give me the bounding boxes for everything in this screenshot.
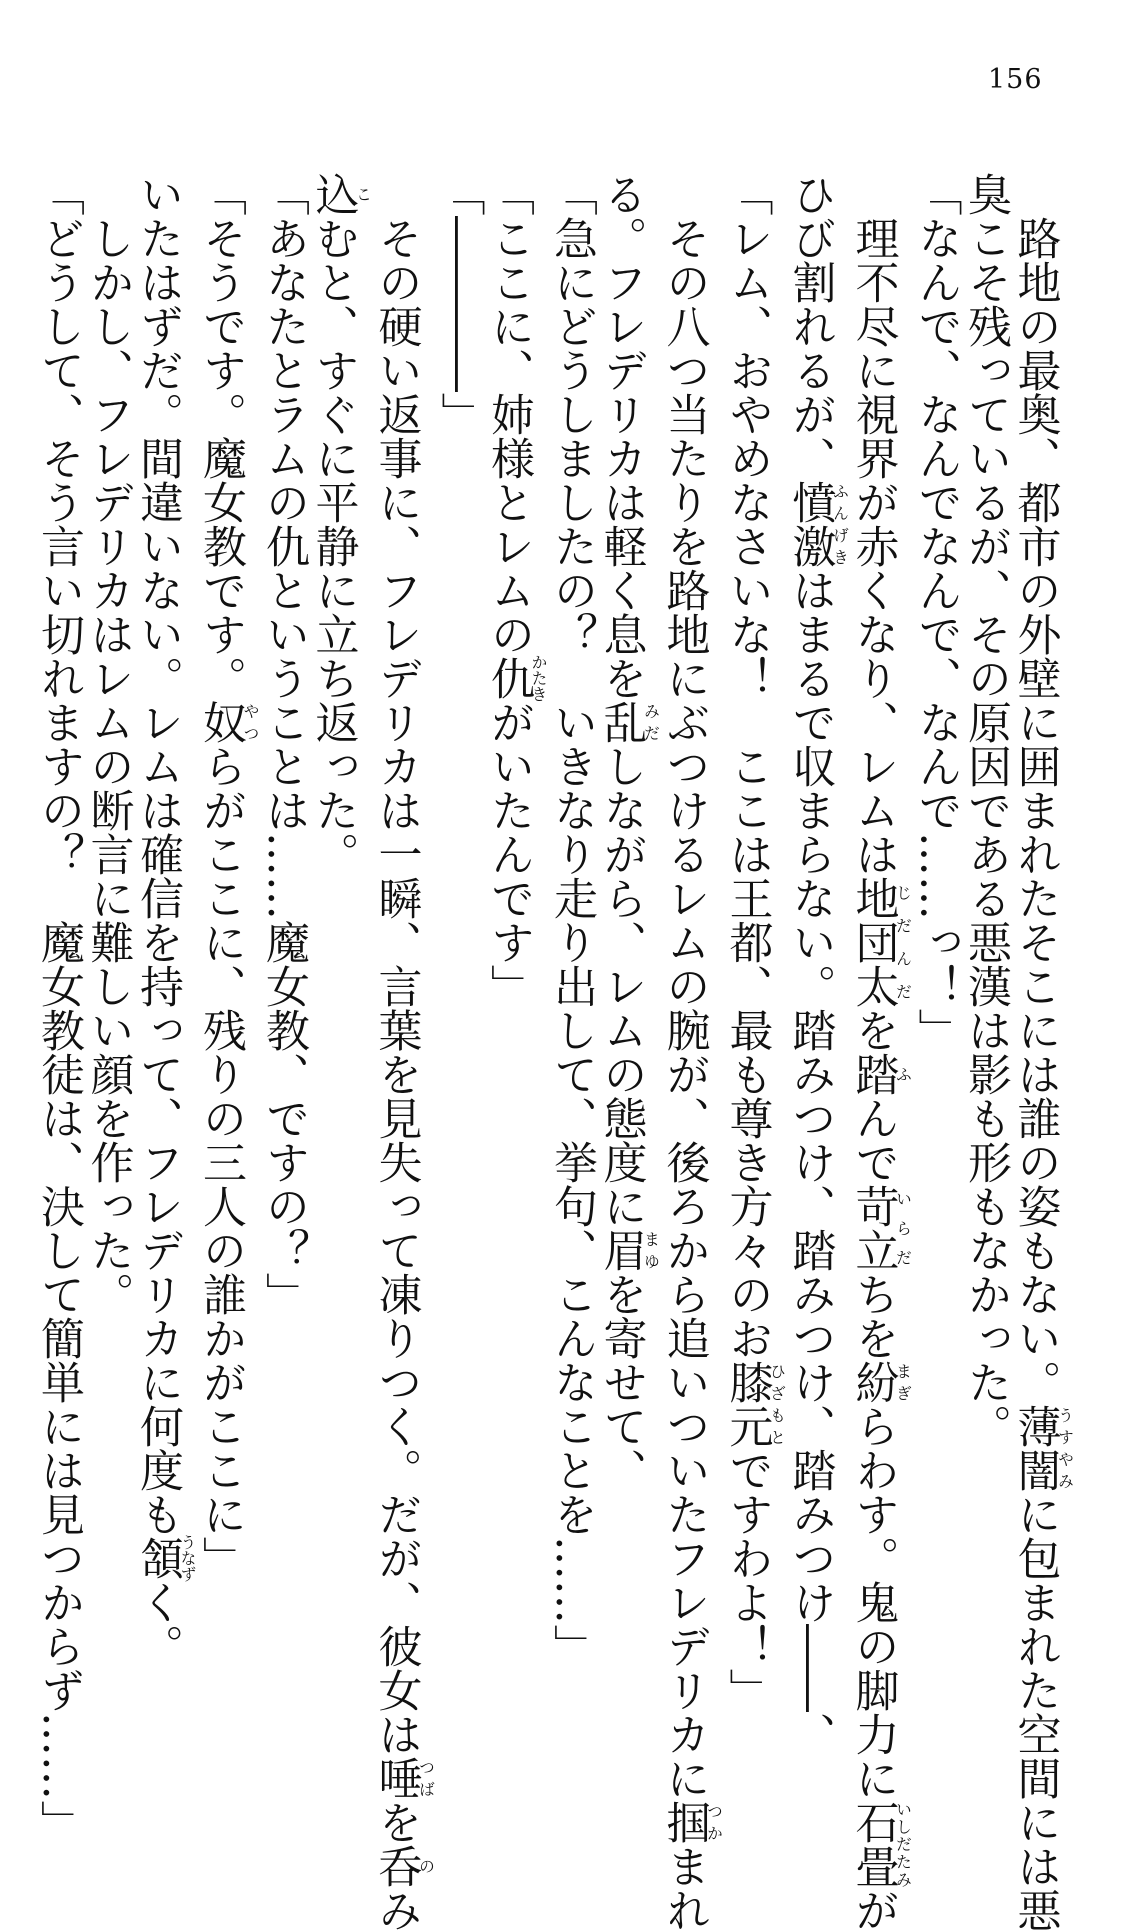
ruby-base: 地団太 — [847, 876, 899, 1008]
ruby-base: 憤激 — [784, 480, 836, 568]
text-run: み — [370, 1888, 422, 1932]
ruby-base: 掴 — [658, 1800, 710, 1844]
furigana: いしだたみ — [893, 1800, 913, 1888]
text-run: ちを — [847, 1272, 899, 1360]
text-run: しながら、レムの態度に — [595, 744, 647, 1228]
furigana: かたき — [529, 654, 548, 702]
text-line — [596, 172, 659, 1702]
text-run: むと、すぐに平静に立ち返った。 — [307, 216, 359, 876]
text-run: しかし、フレデリカはレムの断言に難しい顔を作った。 — [82, 172, 134, 1316]
ruby-annotation — [195, 700, 260, 744]
text-line — [911, 172, 961, 1702]
ruby-annotation — [847, 1052, 913, 1096]
furigana: うすやみ — [1055, 1404, 1075, 1492]
text-line — [484, 172, 547, 1702]
text-run: 「あなたとラムの仇ということは……魔女教、ですの？」 — [258, 172, 309, 1316]
ruby-base: 呑 — [370, 1844, 422, 1888]
ruby-annotation — [847, 876, 913, 1008]
text-line — [196, 172, 259, 1702]
text-line — [961, 172, 1011, 1702]
furigana: つば — [416, 1756, 436, 1800]
text-line — [847, 172, 913, 1932]
page-number: 156 — [988, 64, 1043, 95]
ruby-base: 紛 — [847, 1360, 899, 1404]
ruby-base: 乱 — [595, 700, 647, 744]
ruby-annotation — [847, 1184, 913, 1272]
novel-body-text — [33, 172, 1075, 1932]
text-line — [370, 172, 436, 1932]
ruby-annotation — [370, 1844, 436, 1888]
ruby-annotation — [483, 654, 548, 702]
furigana: ふ — [893, 1052, 913, 1096]
text-run: らがここに、残りの三人の誰かがここに」 — [195, 744, 246, 1580]
text-run: を — [370, 1800, 422, 1844]
text-run: ですわよ！」 — [721, 1448, 773, 1712]
text-run: 「どうして、そう言い切れますの？ 魔女教徒は、決して簡単には見つからず……」 — [33, 172, 84, 1844]
text-run: 路地の最奥、都市の外壁に囲まれたそこには誰の姿もない。 — [1009, 172, 1061, 1404]
furigana: じだんだ — [893, 876, 913, 1008]
ruby-annotation — [658, 1800, 724, 1844]
ruby-base: 踏 — [847, 1052, 899, 1096]
text-run: はまるで収まらない。踏みつけ、踏みつけ、踏みつけ――、 — [784, 568, 836, 1756]
furigana: ひざもと — [767, 1360, 787, 1448]
ruby-annotation — [307, 172, 373, 216]
text-run: る。フレデリカは軽く息を — [595, 172, 647, 700]
text-run: 臭こそ残っているが、その原因である悪漢は影も形もなかった。 — [960, 172, 1011, 1448]
furigana: の — [416, 1844, 436, 1888]
furigana: みだ — [641, 700, 661, 744]
ruby-base: 頷 — [132, 1534, 183, 1582]
text-line — [547, 172, 597, 1702]
furigana: こ — [353, 172, 373, 216]
ruby-base: 眉 — [595, 1228, 647, 1272]
text-line — [33, 172, 84, 1844]
text-run: がいたんです」 — [483, 700, 534, 1008]
text-run: らわす。鬼の脚力に — [847, 1404, 899, 1800]
text-line — [434, 172, 484, 1702]
text-run: を寄せて、 — [595, 1272, 647, 1492]
ruby-base: 唾 — [370, 1756, 422, 1800]
text-line — [658, 172, 724, 1932]
text-run: く。 — [132, 1580, 183, 1668]
text-run: ひび割れるが、 — [784, 172, 836, 480]
ruby-base: 苛立 — [847, 1184, 899, 1272]
text-run: いたはずだ。間違いない。レムは確信を持って、フレデリカに何度も — [132, 172, 183, 1536]
text-run: に包まれた空間には悪 — [1009, 1492, 1061, 1932]
text-run: 「なんで、なんでなんで、なんで……っ！」 — [910, 172, 962, 1052]
text-line — [83, 172, 133, 1702]
ruby-annotation — [847, 1800, 913, 1888]
text-run: その硬い返事に、フレデリカは一瞬、言葉を見失って凍りつく。だが、彼女は — [370, 172, 422, 1756]
ruby-base: 膝元 — [721, 1360, 773, 1448]
ruby-base: 奴 — [195, 700, 246, 744]
text-run: を — [847, 1008, 899, 1052]
ruby-annotation — [595, 1228, 661, 1272]
text-run: んで — [847, 1096, 899, 1184]
text-run: 「そうです。魔女教です。 — [195, 172, 246, 700]
ruby-annotation — [847, 1360, 913, 1404]
text-run: 理不尽に視界が赤くなり、レムは — [847, 172, 899, 876]
furigana: まぎ — [893, 1360, 913, 1404]
text-run: 「レム、おやめなさいな！ ここは王都、最も尊き方々のお — [721, 172, 773, 1360]
ruby-annotation — [132, 1534, 197, 1582]
ruby-base: 込 — [307, 172, 359, 216]
furigana: まゆ — [641, 1228, 661, 1272]
furigana: やつ — [241, 700, 260, 744]
ruby-annotation — [370, 1756, 436, 1800]
text-run: その八つ当たりを路地にぶつけるレムの腕が、後ろから追いついたフレデリカに — [658, 172, 710, 1800]
text-line — [133, 172, 196, 1702]
text-line — [308, 172, 371, 1702]
ruby-annotation — [784, 480, 850, 568]
text-line — [721, 172, 787, 1712]
ruby-base: 石畳 — [847, 1800, 899, 1888]
text-line — [784, 172, 850, 1756]
ruby-annotation — [721, 1360, 787, 1448]
ruby-annotation — [595, 700, 661, 744]
text-run: まれ — [658, 1844, 710, 1932]
ruby-base: 薄闇 — [1009, 1404, 1061, 1492]
furigana: うなず — [178, 1534, 197, 1582]
text-line — [1009, 172, 1075, 1932]
text-run: 「――――」 — [433, 172, 485, 436]
furigana: つか — [704, 1800, 724, 1844]
ruby-annotation — [1009, 1404, 1075, 1492]
ruby-base: 仇 — [483, 654, 534, 702]
text-run: 「急にどうしましたの？ いきなり走り出して、挙句、こんなことを……」 — [546, 172, 597, 1668]
furigana: ふんげき — [830, 480, 850, 568]
furigana: いらだ — [893, 1184, 913, 1272]
text-line — [259, 172, 309, 1702]
text-run: が — [847, 1888, 899, 1932]
text-run: 「ここに、姉様とレムの — [483, 172, 534, 656]
